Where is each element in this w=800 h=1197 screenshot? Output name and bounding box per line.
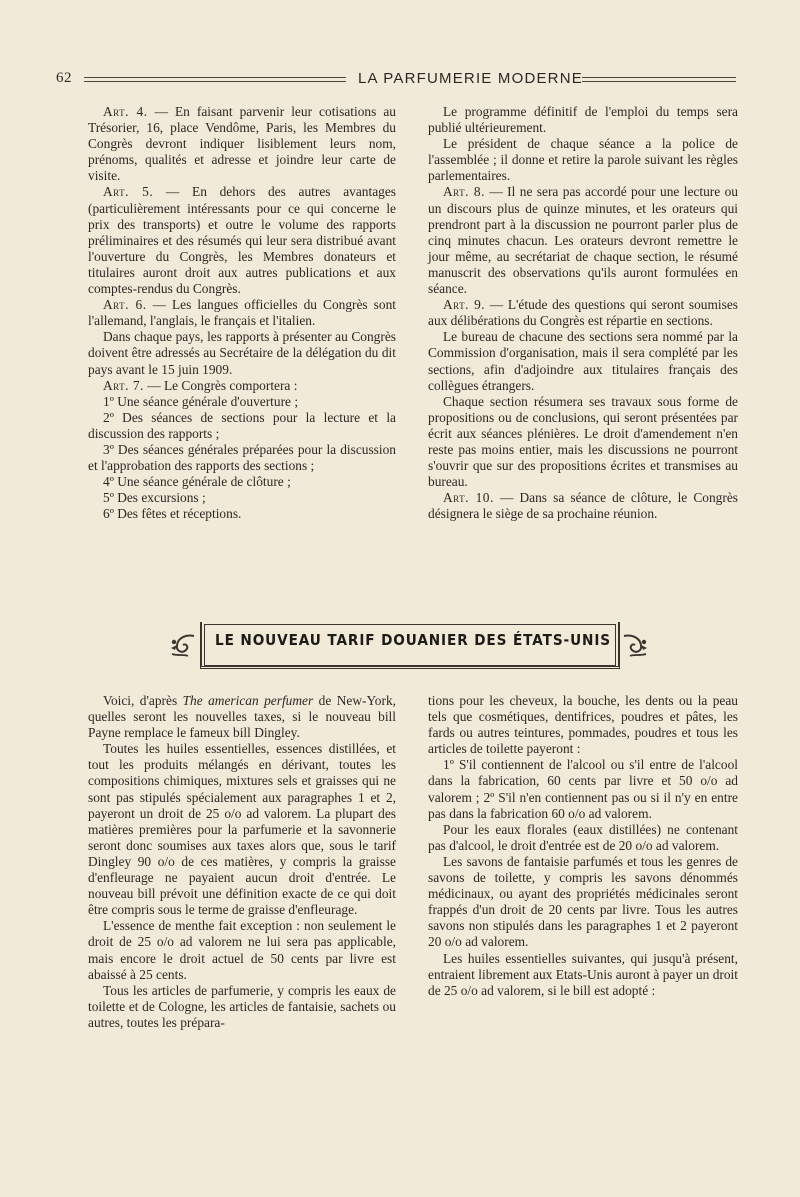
page-number: 62 <box>56 70 72 86</box>
paragraph: tions pour les cheveux, la bouche, les dents ou la peau tels que cosmétiques, dentifrices, poudres et pâtes, les fards ou autres teintures, pommades, poudres et tous les articles de toilette payeront : <box>428 693 738 757</box>
running-header <box>56 70 736 92</box>
list-item: 4º Une séance générale de clôture ; <box>103 474 291 490</box>
article-text: — L'étude des questions qui seront soumises aux délibérations du Congrès est répartie en sections. <box>428 297 738 329</box>
section-banner <box>168 620 658 670</box>
list-item: 5º Des excursions ; <box>103 490 206 506</box>
article-text: — En dehors des autres avantages (particulièrement intéressants pour ce qui concerne le prix des transports) et outre le volume des rapports préliminaires et des résumés qui leur sera distribué avant l'ouverture du Congrès, les Membres donateurs et titulaires auront droit aux autres publications et aux comptes-rendus du Congrès. <box>88 184 397 297</box>
fleuron-icon <box>620 630 650 660</box>
paragraph: Dans chaque pays, les rapports à présenter au Congrès doivent être adressés au Secrétaire de la délégation du dit pays avant le 15 juin 1909. <box>88 329 396 377</box>
paragraph: 1º S'il contiennent de l'alcool ou s'il entre de l'alcool dans la fabrication, 60 cents par livre et 50 o/o ad valorem ; 2º S'il n'en contiennent pas ou si il n'y en entre pas dans la fabrication 60 o/o ad valorem. <box>428 757 738 821</box>
list-item: 1º Une séance générale d'ouverture ; <box>103 393 299 409</box>
paragraph: Les huiles essentielles suivantes, qui jusqu'à présent, entraient librement aux Etats-Unis auront à payer un droit de 25 o/o ad valorem, si le bill est adopté : <box>428 950 738 998</box>
column-left-bottom <box>88 693 396 1031</box>
section-title: LE NOUVEAU TARIF DOUANIER DES ÉTATS-UNIS <box>215 631 611 649</box>
header-rule-right <box>582 77 736 82</box>
header-rule-left <box>84 77 346 82</box>
article-10 <box>428 490 738 522</box>
article-label: Art. 6. <box>103 297 147 313</box>
article-4 <box>88 104 396 184</box>
paragraph: Le bureau de chacune des sections sera nommé par la Commission d'organisation, mais il sera complété par les sections, afin d'adjoindre aux titulaires français des collègues étrangers. <box>428 329 738 393</box>
paragraph <box>88 693 396 741</box>
article-label: Art. 10. <box>443 490 494 506</box>
paragraph: Le programme définitif de l'emploi du temps sera publié ultérieurement. <box>428 104 738 136</box>
text-run: Voici, d'après <box>103 693 183 708</box>
article-5 <box>88 184 396 297</box>
article-label: Art. 5. <box>103 184 154 200</box>
article-text: — En faisant parvenir leur cotisations au Trésorier, 16, place Vendôme, Paris, les Membres du Congrès devront indiquer lisiblement leurs nom, prénoms, qualités et adresse et joindre leur carte de visite. <box>88 104 396 184</box>
paragraph: Chaque section résumera ses travaux sous forme de propositions ou de conclusions, qui seront présentées par écrit aux séances plénières. Le droit d'amendement n'en reste pas moins entier, mais les discussions ne pourront s'ouvrir que sur des propositions écrites et transmises au bureau. <box>428 393 738 490</box>
fleuron-icon <box>168 630 198 660</box>
article-8 <box>428 184 738 297</box>
article-7 <box>88 378 396 394</box>
paragraph: Pour les eaux florales (eaux distillées) ne contenant pas d'alcool, le droit d'entrée est de 20 o/o ad valorem. <box>428 821 738 853</box>
article-text: — Le Congrès comportera : <box>143 377 298 393</box>
list-item: 3º Des séances générales préparées pour la discussion et l'approbation des rapports des sections ; <box>88 441 396 474</box>
article-6 <box>88 297 396 329</box>
article-label: Art. 8. <box>443 184 485 200</box>
list-item: 6º Des fêtes et réceptions. <box>103 506 242 522</box>
paragraph: Toutes les huiles essentielles, essences distillées, et tout les produits mélangés en dérivant, toutes les compositions chimiques, mixtures sels et graisses qui ne sont pas stipulés spécialement aux paragraphes 1 et 2, payeront un droit de 25 o/o ad valorem. La plupart des matières premières pour la parfumerie et la savonnerie seront donc soumises aux taxes alors que, sous le tarif Dingley 90 o/o de ces matières, y compris la graisse d'enfleurage ne payaient aucun droit d'entrée. Le nouveau bill prévoit une définition exacte de ce qui doit être compris sous le terme de graisse d'enfleurage. <box>88 741 396 918</box>
column-right-top <box>428 104 738 522</box>
article-text: — Il ne sera pas accordé pour une lecture ou un discours plus de quinze minutes, et les orateurs qui prendront part à la discussion ne pourront parler plus de cinq minutes chacun. Les orateurs devront remettre le jour même, au secrétariat de chaque section, le résumé manuscrit des observations qu'ils auront formulées en séance. <box>428 184 738 297</box>
article-label: Art. 9. <box>443 297 486 313</box>
article-9 <box>428 297 738 329</box>
column-left-top <box>88 104 396 522</box>
source-title: The american perfumer <box>182 693 314 708</box>
paragraph: Le président de chaque séance a la police de l'assemblée ; il donne et retire la parole suivant les règles parlementaires. <box>428 136 738 184</box>
article-label: Art. 4. <box>103 104 148 119</box>
article-text: — Les langues officielles du Congrès sont l'allemand, l'anglais, le français et l'italien. <box>88 297 396 329</box>
column-right-bottom <box>428 693 738 999</box>
paragraph: Tous les articles de parfumerie, y compris les eaux de toilette et de Cologne, les articles de fantaisie, sachets ou autres, toutes les prépara- <box>88 982 396 1030</box>
text-run: de New-York, quelles seront les nouvelles taxes, si le nouveau bill Payne remplace le fameux bill Dingley. <box>88 693 396 741</box>
journal-title: LA PARFUMERIE MODERNE <box>358 70 583 87</box>
article-text: — Dans sa séance de clôture, le Congrès désignera le siège de sa prochaine réunion. <box>428 490 738 522</box>
article-label: Art. 7. <box>103 377 144 393</box>
paragraph: Les savons de fantaisie parfumés et tous les genres de savons de toilette, y compris les savons dénommés médicinaux, ou ayant des propriétés médicinales seront frappés d'un droit de 20 cents par livre. Tous les autres savons non stipulés dans les paragraphes 1 et 2 payeront 20 o/o ad valorem. <box>428 853 738 950</box>
list-item: 2º Des séances de sections pour la lecture et la discussion des rapports ; <box>88 409 396 441</box>
paragraph: L'essence de menthe fait exception : non seulement le droit de 25 o/o ad valorem ne lui sera pas applicable, mais encore le droit actuel de 50 cents par livre est abaissé à 25 cents. <box>88 918 396 982</box>
